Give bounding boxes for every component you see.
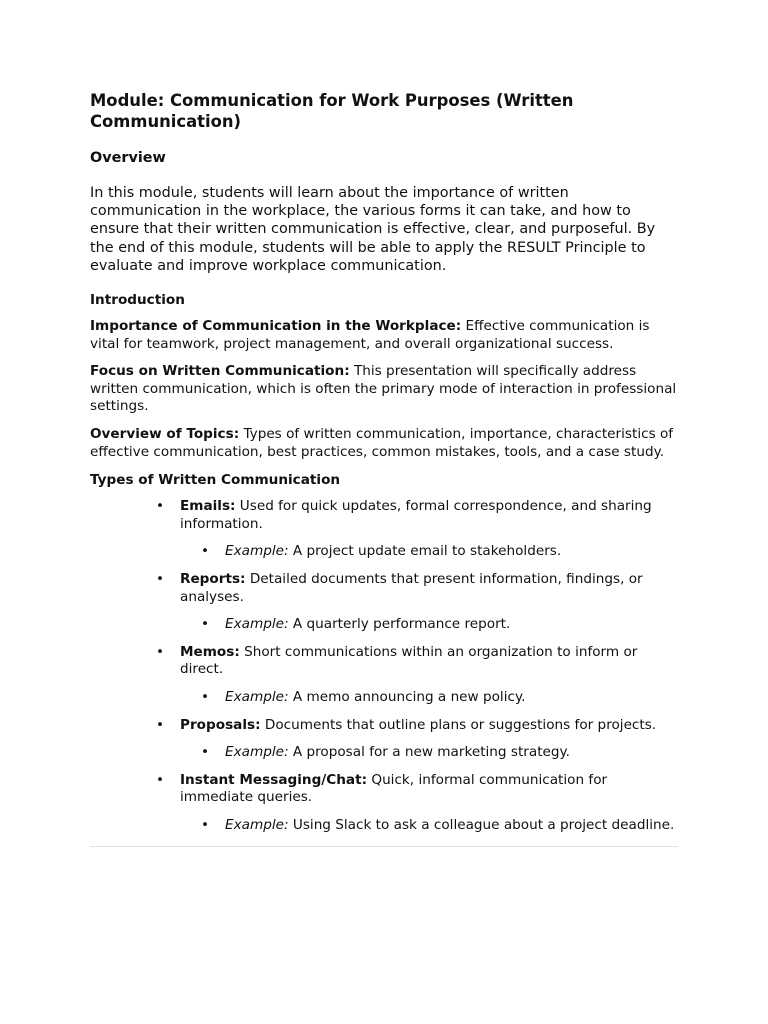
type-description: Short communications within an organization to inform or direct.: [180, 643, 638, 678]
intro-text: This presentation will specifically address written communication, which is often the primary mode of interaction in professional settings.: [90, 363, 677, 415]
intro-label: Importance of Communication in the Workplace:: [90, 318, 462, 335]
types-heading: Types of Written Communication: [90, 472, 341, 489]
document-title: Module: Communication for Work Purposes (Written Communication): [90, 91, 574, 131]
example-text: A project update email to stakeholders.: [288, 543, 562, 560]
type-label: Memos:: [180, 643, 240, 660]
example-label: Example:: [225, 688, 289, 705]
intro-label: Focus on Written Communication:: [90, 363, 350, 380]
type-item-emails: [90, 498, 680, 561]
example-list: [180, 744, 680, 762]
page-divider: [90, 846, 678, 847]
type-item-instant-messaging: [90, 772, 680, 835]
type-label: Reports:: [180, 570, 246, 587]
example-text: A proposal for a new marketing strategy.: [288, 744, 570, 761]
type-label: Emails:: [180, 498, 236, 515]
intro-text: Effective communication is vital for teamwork, project management, and overall organizational success.: [90, 318, 650, 352]
example-list: [180, 689, 680, 707]
example-list: [180, 817, 680, 835]
type-label: Instant Messaging/Chat:: [180, 771, 368, 788]
intro-paragraph-topics: [90, 426, 680, 461]
intro-paragraph-focus: [90, 363, 680, 416]
example-list: [180, 543, 680, 561]
intro-text: Types of written communication, importance, characteristics of effective communication, best practices, common mistakes, tools, and a case study.: [90, 425, 674, 460]
type-description: Quick, informal communication for immediate queries.: [180, 771, 608, 806]
intro-label: Overview of Topics:: [90, 425, 240, 442]
example-list: [180, 616, 680, 634]
example-item: [180, 817, 680, 835]
type-item-memos: [90, 644, 680, 707]
example-text: Using Slack to ask a colleague about a project deadline.: [288, 816, 675, 833]
type-description: Documents that outline plans or suggestions for projects.: [260, 716, 657, 733]
introduction-heading: Introduction: [90, 292, 185, 309]
example-label: Example:: [225, 543, 289, 560]
example-text: A memo announcing a new policy.: [288, 688, 526, 705]
type-description: Detailed documents that present information, findings, or analyses.: [180, 570, 643, 605]
type-item-reports: [90, 571, 680, 634]
example-label: Example:: [225, 616, 289, 633]
types-list: [90, 498, 680, 834]
overview-heading: Overview: [90, 150, 166, 166]
example-label: Example:: [225, 816, 289, 833]
example-item: [180, 744, 680, 762]
overview-paragraph: In this module, students will learn about the importance of written communication in the workplace, the various forms it can take, and how to ensure that their written communication is effective, clear, and purposeful. By the end of this module, students will be able to apply the RESULT Principle to evaluate and improve workplace communication.: [90, 185, 656, 274]
type-item-proposals: [90, 717, 680, 762]
document-page: [90, 90, 680, 847]
type-label: Proposals:: [180, 716, 261, 733]
example-item: [180, 689, 680, 707]
type-description: Used for quick updates, formal correspondence, and sharing information.: [180, 498, 652, 532]
example-item: [180, 543, 680, 561]
example-item: [180, 616, 680, 634]
intro-paragraph-importance: [90, 318, 680, 353]
example-text: A quarterly performance report.: [288, 616, 511, 633]
example-label: Example:: [225, 744, 289, 761]
